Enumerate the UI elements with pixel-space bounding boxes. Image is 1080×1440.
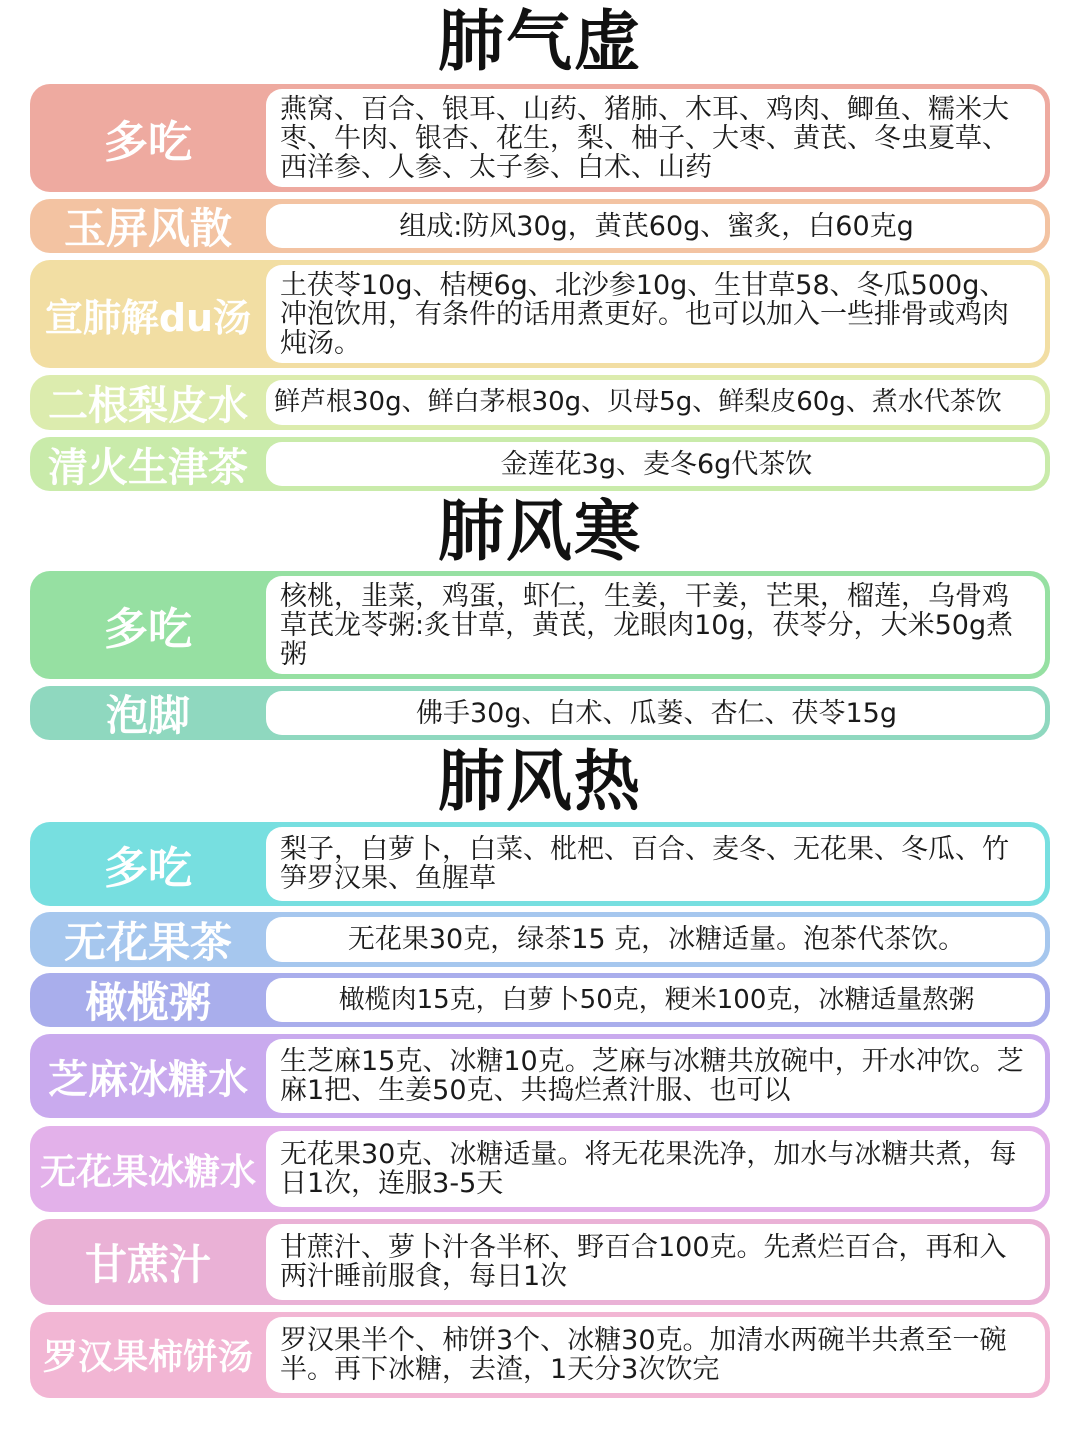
section-title-lung-wind-heat: 肺风热 [438, 743, 642, 820]
row-label: 多吃 [104, 843, 192, 894]
section-title-lung-qi-deficiency: 肺气虚 [438, 3, 642, 80]
row-clear-fire-tea [30, 437, 1050, 491]
row-sesame-sugar-water [30, 1034, 1050, 1118]
row-label: 玉屏风散 [63, 204, 232, 253]
row-content: 鲜芦根30g、鲜白茅根30g、贝母5g、鲜梨皮60g、煮水代茶饮 [266, 380, 1045, 425]
row-label: 无花果冰糖水 [39, 1151, 256, 1193]
row-fig-sugar-water [30, 1126, 1050, 1212]
row-content: 梨子，白萝卜，白菜、枇杷、百合、麦冬、无花果、冬瓜、竹笋罗汉果、鱼腥草 [266, 827, 1045, 901]
row-label: 芝麻冰糖水 [48, 1056, 248, 1103]
row-label: 二根梨皮水 [48, 383, 248, 429]
row-content: 无花果30克，绿茶15 克，冰糖适量。泡茶代茶饮。 [266, 917, 1045, 962]
row-label: 多吃 [104, 604, 192, 655]
section-title-lung-wind-cold: 肺风寒 [438, 493, 642, 570]
row-eat-more [30, 571, 1050, 679]
row-content: 土茯苓10g、桔梗6g、北沙参10g、生甘草58、冬瓜500g、冲泡饮用，有条件的话用煮更好。也可以加入一些排骨或鸡肉炖汤。 [266, 265, 1045, 363]
row-content: 组成:防风30g，黄芪60g、蜜炙，白60克g [266, 204, 1045, 248]
row-content: 甘蔗汁、萝卜汁各半杯、野百合100克。先煮烂百合，再和入两汁睡前服食，每日1次 [266, 1224, 1045, 1300]
row-label: 泡脚 [105, 691, 190, 740]
row-label: 罗汉果柿饼汤 [42, 1338, 253, 1378]
row-content: 核桃，韭菜，鸡蛋，虾仁，生姜，干姜，芒果，榴莲，乌骨鸡草芪龙苓粥:炙甘草，黄芪，龙眼肉10g，茯苓分，大米50g煮粥 [266, 576, 1045, 674]
row-label: 橄榄粥 [84, 978, 211, 1027]
row-label: 多吃 [104, 117, 192, 168]
row-label: 宣肺解du汤 [44, 295, 252, 340]
row-two-roots-pear-water [30, 375, 1050, 430]
row-sugarcane-juice [30, 1219, 1050, 1305]
row-content: 橄榄肉15克，白萝卜50克，粳米100克，冰糖适量熬粥 [266, 978, 1045, 1022]
row-olive-porridge [30, 973, 1050, 1027]
row-content: 金莲花3g、麦冬6g代茶饮 [266, 442, 1045, 486]
row-yupingfeng-powder [30, 199, 1050, 253]
row-content: 佛手30g、白术、瓜蒌、杏仁、茯苓15g [266, 691, 1045, 735]
row-luohanguo-persimmon-soup [30, 1312, 1050, 1398]
row-content: 罗汉果半个、柿饼3个、冰糖30克。加清水两碗半共煮至一碗半。再下冰糖，去渣，1天分3次饮完 [266, 1317, 1045, 1393]
row-label: 甘蔗汁 [84, 1240, 211, 1289]
row-fig-tea [30, 912, 1050, 967]
row-label: 无花果茶 [63, 917, 232, 967]
row-label: 清火生津茶 [48, 444, 248, 491]
row-content: 燕窝、百合、银耳、山药、猪肺、木耳、鸡肉、鲫鱼、糯米大枣、牛肉、银杏、花生，梨、柚子、大枣、黄芪、冬虫夏草、西洋参、人参、太子参、白术、山药 [266, 89, 1045, 187]
row-eat-more [30, 84, 1050, 192]
row-content: 生芝麻15克、冰糖10克。芝麻与冰糖共放碗中，开水冲饮。芝麻1把、生姜50克、共捣烂煮汁服、也可以 [266, 1039, 1045, 1113]
row-content: 无花果30克、冰糖适量。将无花果洗净，加水与冰糖共煮，每日1次，连服3-5天 [266, 1131, 1045, 1207]
row-foot-soak [30, 686, 1050, 740]
row-xuanfei-soup [30, 260, 1050, 368]
row-eat-more [30, 822, 1050, 906]
